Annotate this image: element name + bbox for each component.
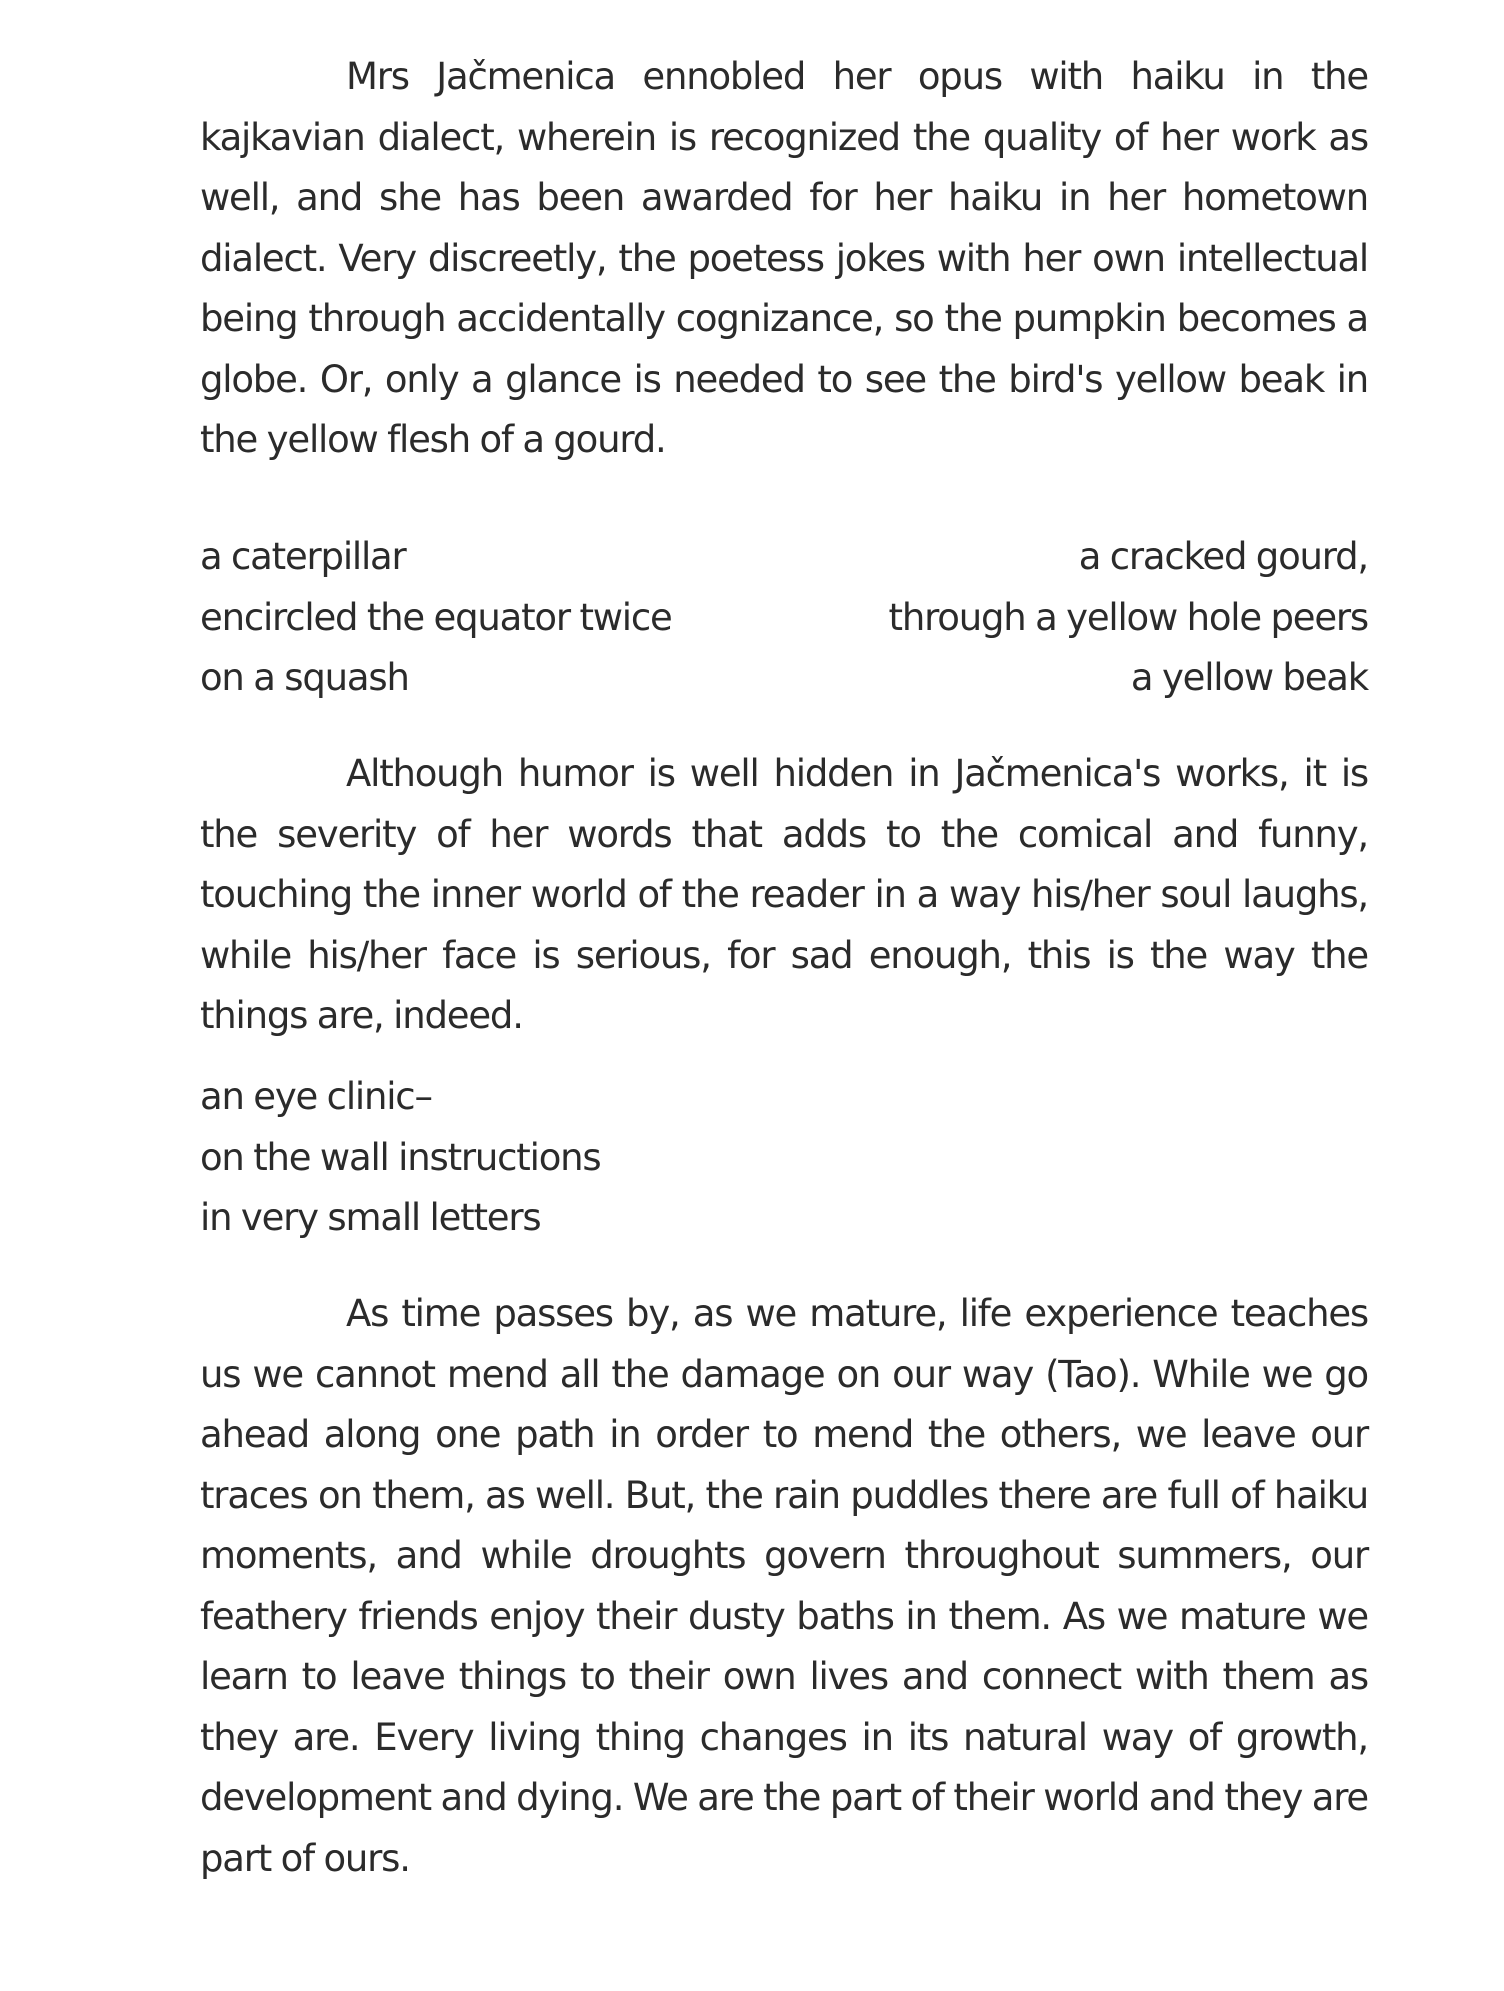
haiku-caterpillar	[200, 527, 672, 709]
haiku-cracked-gourd	[889, 527, 1368, 709]
paragraph-intro: Mrs Jačmenica ennobled her opus with haiku in the kajkavian dialect, wherein is recognized the quality of her work as well, and she has been awarded for her haiku in her hometown dialect. Very discreetly, the poetess jokes with her own intellectual being through accidentally cognizance, so the pumpkin becomes a globe. Or, only a glance is needed to see the bird's yellow beak in the yellow flesh of a gourd.	[200, 55, 1368, 461]
haiku-pair	[200, 527, 1368, 709]
haiku-eye-clinic	[200, 1067, 600, 1249]
haiku-line: a caterpillar	[200, 535, 406, 578]
haiku-line: a yellow beak	[1130, 656, 1368, 699]
haiku-line: an eye clinic–	[200, 1075, 432, 1118]
haiku-line: on the wall instructions	[200, 1135, 601, 1179]
haiku-line: a cracked gourd,	[1078, 535, 1368, 578]
paragraph-maturity: As time passes by, as we mature, life experience teaches us we cannot mend all the damage on our way (Tao). While we go ahead along one path in order to mend the others, we leave our traces on them, as well. But, the rain puddles there are full of haiku moments, and while droughts govern throughout summers, our feathery friends enjoy their dusty baths in them. As we mature we learn to leave things to their own lives and connect with them as they are. Every living thing changes in its natural way of growth, development and dying. We are the part of their world and they are part of ours.	[200, 1292, 1368, 1880]
haiku-line: on a squash	[200, 656, 409, 699]
haiku-line: encircled the equator twice	[200, 595, 672, 639]
haiku-line: in very small letters	[200, 1196, 541, 1239]
haiku-line: through a yellow hole peers	[888, 595, 1368, 639]
paragraph-humor: Although humor is well hidden in Jačmenica's works, it is the severity of her words that adds to the comical and funny, touching the inner world of the reader in a way his/her soul laughs, while his/her face is serious, for sad enough, this is the way the things are, indeed.	[200, 752, 1368, 1037]
